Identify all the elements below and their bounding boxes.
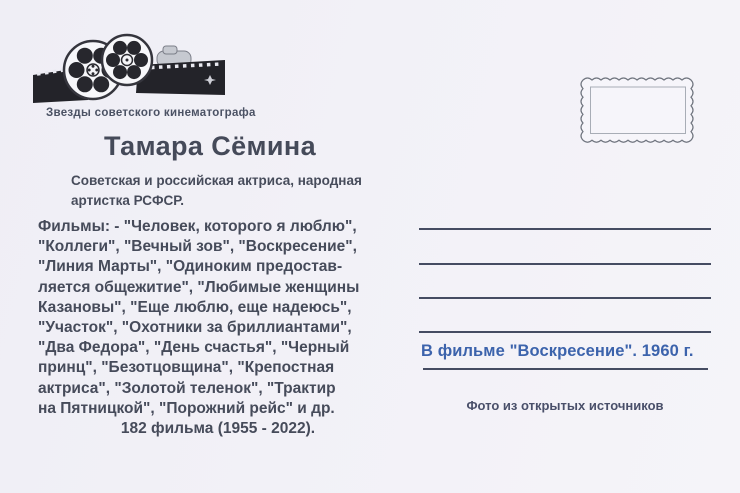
- film-line: принц", "Безотцовщина", "Крепостная: [38, 359, 335, 377]
- film-line: "Участок", "Охотники за бриллиантами",: [38, 319, 352, 337]
- address-line: [419, 263, 711, 265]
- description-line: артистка РСФСР.: [71, 193, 185, 208]
- address-line: [419, 228, 711, 230]
- film-line: "Линия Марты", "Одиноким предостав-: [38, 258, 343, 276]
- caption-underline: [423, 368, 708, 370]
- series-label: Звезды советского кинематографа: [46, 107, 256, 119]
- filmography-total: 182 фильма (1955 - 2022).: [120, 420, 316, 438]
- actress-name: Тамара Сёмина: [103, 131, 317, 161]
- film-line: актриса", "Золотой теленок", "Трактир: [38, 379, 336, 397]
- address-line: [419, 297, 711, 299]
- stamp-frame-icon: [577, 71, 699, 149]
- film-reels-icon: [33, 33, 225, 103]
- photo-caption: В фильме "Воскресение". 1960 г.: [421, 342, 694, 360]
- film-line: на Пятницкой", "Порожний рейс" и др.: [38, 399, 335, 417]
- film-line: Фильмы: - "Человек, которого я люблю",: [38, 218, 357, 235]
- film-line: "Два Федора", "День счастья", "Черный: [38, 339, 350, 357]
- film-line: Казановы", "Еще люблю, еще надеюсь",: [38, 298, 352, 316]
- filmography-list: [38, 217, 398, 439]
- film-line: "Коллеги", "Вечный зов", "Воскресение",: [38, 238, 357, 256]
- film-line: ляется общежитие", "Любимые женщины: [38, 278, 360, 296]
- photo-credit: Фото из открытых источников: [466, 398, 664, 413]
- description-line: Советская и российская актриса, народная: [71, 173, 362, 188]
- actress-description: [71, 171, 391, 211]
- address-line: [419, 331, 711, 333]
